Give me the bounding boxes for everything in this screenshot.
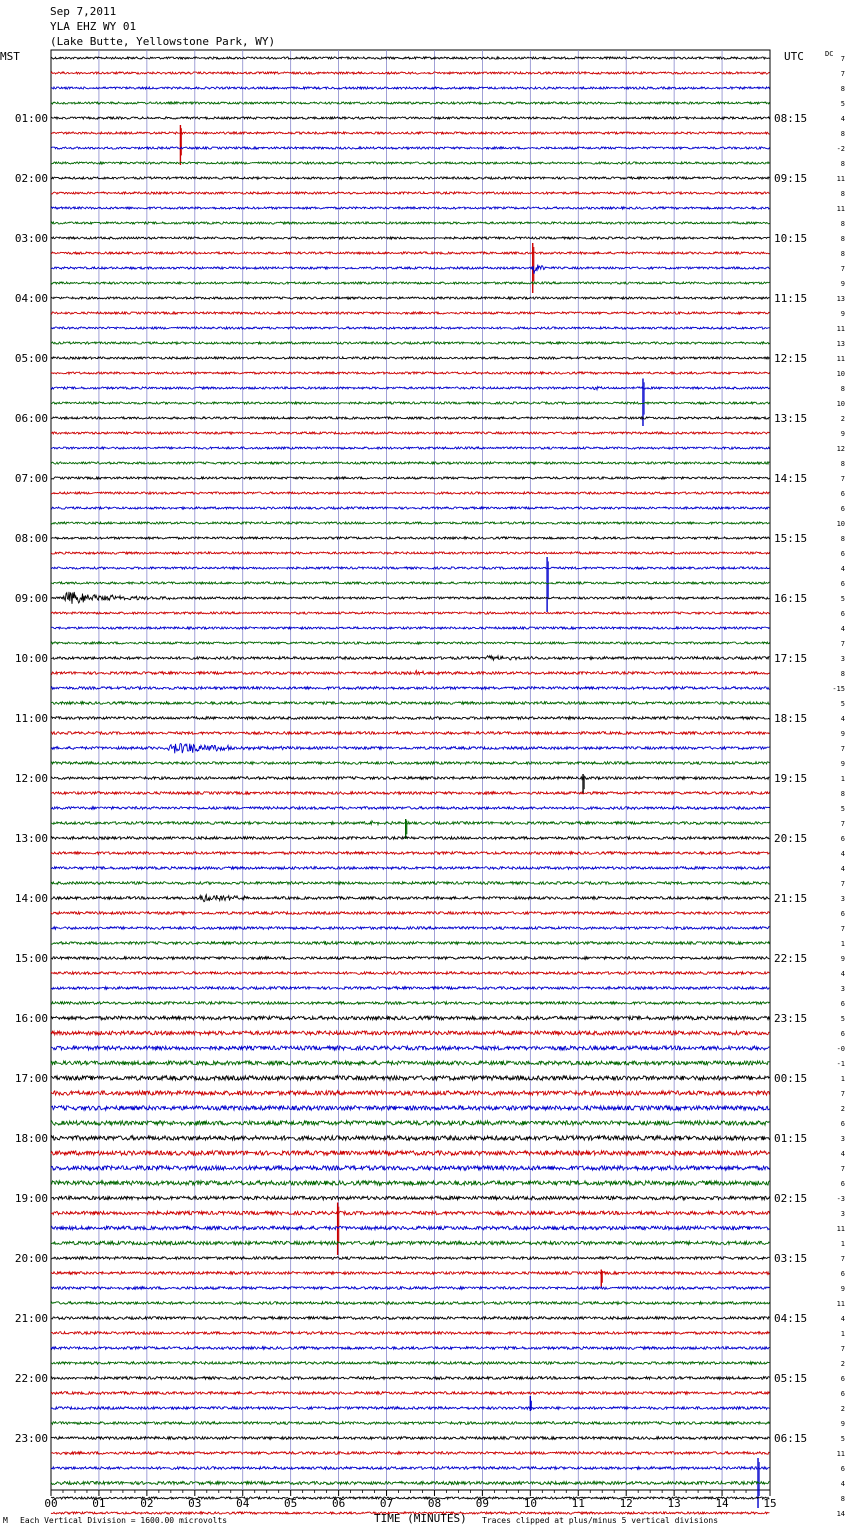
mst-hour-label: 14:00: [14, 892, 48, 905]
seismic-trace: [51, 1002, 770, 1005]
seismic-trace: [51, 895, 770, 902]
dc-offset-value: 9: [840, 955, 845, 963]
seismic-trace: [51, 1347, 770, 1350]
dc-offset-value: 13: [836, 295, 845, 303]
seismic-trace: [51, 792, 770, 795]
x-tick-label: 02: [140, 1497, 154, 1510]
dc-offset-value: 5: [840, 1015, 845, 1023]
seismic-trace: [51, 1031, 770, 1035]
mst-hour-label: 09:00: [14, 592, 48, 605]
mst-hour-label: 03:00: [14, 232, 48, 245]
seismic-trace: [51, 1076, 770, 1080]
dc-offset-value: 13: [836, 340, 845, 348]
dc-offset-value: -2: [836, 145, 845, 153]
dc-offset-value: 4: [840, 970, 845, 978]
seismic-trace: [51, 717, 770, 720]
seismic-trace: [51, 957, 770, 960]
dc-offset-value: 6: [840, 910, 845, 918]
dc-offset-value: 4: [840, 115, 845, 123]
dc-offset-value: 8: [840, 670, 845, 678]
utc-hour-label: 22:15: [774, 952, 808, 965]
seismic-trace: [51, 882, 770, 885]
seismic-trace: [51, 1121, 770, 1125]
seismic-trace: [51, 592, 770, 604]
dc-offset-value: 2: [840, 1360, 845, 1368]
seismic-trace: [51, 1151, 770, 1155]
dc-offset-value: 7: [840, 1090, 845, 1098]
mst-hour-label: 16:00: [14, 1012, 48, 1025]
mst-hour-label: 18:00: [14, 1132, 48, 1145]
dc-offset-value: 4: [840, 1480, 845, 1488]
dc-offset-value: 11: [836, 355, 845, 363]
dc-offset-value: 4: [840, 865, 845, 873]
dc-offset-value: 8: [840, 235, 845, 243]
seismic-trace: [51, 552, 770, 554]
dc-offset-value: 1: [840, 775, 845, 783]
seismic-trace: [51, 627, 770, 629]
dc-offset-value: 5: [840, 100, 845, 108]
dc-offset-value: -3: [836, 1195, 845, 1203]
seismic-trace: [51, 1287, 770, 1290]
dc-offset-value: 8: [840, 460, 845, 468]
dc-offset-value: 7: [840, 925, 845, 933]
x-tick-label: 05: [284, 1497, 298, 1510]
seismic-trace: [51, 1166, 770, 1170]
seismic-trace: [51, 207, 770, 209]
dc-offset-value: 3: [840, 655, 845, 663]
mst-hour-label: 04:00: [14, 292, 48, 305]
mst-hour-label: 23:00: [14, 1432, 48, 1445]
dc-offset-value: 3: [840, 1135, 845, 1143]
seismic-trace: [51, 612, 770, 614]
dc-offset-value: 3: [840, 895, 845, 903]
seismic-trace: [51, 417, 770, 419]
dc-offset-value: 7: [840, 820, 845, 828]
seismic-trace: [51, 507, 770, 509]
mst-hour-label: 12:00: [14, 772, 48, 785]
x-tick-label: 10: [523, 1497, 537, 1510]
utc-hour-label: 04:15: [774, 1312, 808, 1325]
mst-hour-label: 07:00: [14, 472, 48, 485]
dc-offset-value: 7: [840, 1165, 845, 1173]
seismic-trace: [51, 927, 770, 930]
label-layer: [0, 50, 845, 1518]
seismic-trace: [51, 477, 770, 479]
dc-offset-value: 11: [836, 175, 845, 183]
seismic-trace: [51, 57, 770, 59]
dc-offset-value: 6: [840, 1465, 845, 1473]
seismic-trace: [51, 1317, 770, 1320]
dc-offset-value: 11: [836, 325, 845, 333]
seismic-trace: [51, 1106, 770, 1110]
dc-offset-value: 4: [840, 715, 845, 723]
seismic-trace: [51, 72, 770, 74]
dc-offset-value: 6: [840, 1030, 845, 1038]
seismic-trace: [51, 743, 770, 753]
seismic-trace: [51, 821, 770, 825]
seismic-trace: [51, 102, 770, 104]
mst-hour-label: 10:00: [14, 652, 48, 665]
utc-hour-label: 09:15: [774, 172, 808, 185]
seismic-trace: [51, 972, 770, 975]
seismic-trace: [51, 941, 770, 945]
dc-offset-value: -1: [836, 1060, 845, 1068]
dc-offset-value: 9: [840, 730, 845, 738]
seismic-trace: [51, 1407, 770, 1410]
seismic-trace: [51, 1332, 770, 1335]
utc-hour-label: 21:15: [774, 892, 808, 905]
dc-offset-value: 12: [836, 445, 845, 453]
seismic-trace: [51, 1272, 770, 1275]
utc-hour-label: 14:15: [774, 472, 808, 485]
dc-offset-value: 1: [840, 1330, 845, 1338]
dc-offset-value: 9: [840, 310, 845, 318]
dc-offset-value: 8: [840, 1495, 845, 1503]
seismic-trace: [51, 1481, 770, 1484]
mst-hour-label: 06:00: [14, 412, 48, 425]
dc-offset-value: 11: [836, 1300, 845, 1308]
trace-layer: [51, 57, 770, 1514]
station-location: (Lake Butte, Yellowstone Park, WY): [50, 35, 276, 48]
seismic-trace: [51, 87, 770, 89]
seismic-trace: [51, 1422, 770, 1425]
utc-hour-label: 02:15: [774, 1192, 808, 1205]
x-tick-label: 00: [44, 1497, 58, 1510]
dc-offset-value: 4: [840, 565, 845, 573]
x-tick-label: 06: [331, 1497, 346, 1510]
mst-hour-label: 17:00: [14, 1072, 48, 1085]
dc-offset-value: -0: [836, 1045, 845, 1053]
seismic-trace: [51, 447, 770, 449]
dc-offset-value: 8: [840, 385, 845, 393]
mst-hour-label: 15:00: [14, 952, 48, 965]
seismic-trace: [51, 987, 770, 990]
utc-hour-label: 06:15: [774, 1432, 808, 1445]
utc-hour-label: 15:15: [774, 532, 808, 545]
seismic-trace: [51, 177, 770, 179]
x-tick-label: 09: [475, 1497, 490, 1510]
mst-hour-label: 21:00: [14, 1312, 48, 1325]
chart-date: Sep 7,2011: [50, 5, 117, 18]
seismic-trace: [51, 1196, 770, 1200]
seismic-trace: [51, 867, 770, 870]
x-tick-label: 04: [236, 1497, 250, 1510]
mst-hour-label: 20:00: [14, 1252, 48, 1265]
seismic-trace: [51, 537, 770, 539]
mst-hour-label: 01:00: [14, 112, 48, 125]
dc-offset-value: 6: [840, 1120, 845, 1128]
seismic-trace: [51, 1257, 770, 1260]
dc-offset-value: 6: [840, 610, 845, 618]
seismic-trace: [51, 762, 770, 765]
seismic-trace: [51, 327, 770, 329]
station-code: YLA EHZ WY 01: [50, 20, 137, 33]
seismic-trace: [51, 732, 770, 735]
utc-hour-label: 20:15: [774, 832, 808, 845]
seismic-trace: [51, 1226, 770, 1230]
utc-hour-label: 18:15: [774, 712, 808, 725]
dc-offset-value: 8: [840, 85, 845, 93]
seismic-trace: [51, 1016, 770, 1020]
dc-offset-value: 11: [836, 1225, 845, 1233]
dc-offset-value: 7: [840, 55, 845, 63]
seismic-trace: [51, 671, 770, 675]
seismic-trace: [51, 192, 770, 194]
seismic-trace: [51, 252, 770, 254]
dc-offset-value: 7: [840, 265, 845, 273]
utc-hour-label: 11:15: [774, 292, 808, 305]
seismic-trace: [51, 852, 770, 855]
seismic-trace: [51, 582, 770, 584]
dc-offset-value: 5: [840, 1435, 845, 1443]
x-tick-label: 07: [379, 1497, 394, 1510]
x-tick-label: 15: [763, 1497, 777, 1510]
seismic-trace: [51, 402, 770, 404]
dc-offset-value: 4: [840, 1150, 845, 1158]
seismic-trace: [51, 1046, 770, 1050]
utc-hour-label: 10:15: [774, 232, 808, 245]
utc-hour-label: 03:15: [774, 1252, 808, 1265]
seismic-trace: [51, 1061, 770, 1065]
x-tick-label: 08: [427, 1497, 442, 1510]
seismic-trace: [51, 1181, 770, 1185]
dc-offset-value: 11: [836, 205, 845, 213]
seismic-trace: [51, 777, 770, 780]
dc-offset-value: 9: [840, 760, 845, 768]
seismic-trace: [51, 372, 770, 374]
mst-hour-label: 19:00: [14, 1192, 48, 1205]
seismic-trace: [51, 132, 770, 134]
seismic-trace: [51, 1091, 770, 1095]
dc-offset-value: 7: [840, 1255, 845, 1263]
seismic-trace: [51, 1467, 770, 1470]
seismic-trace: [51, 1362, 770, 1365]
seismic-trace: [51, 387, 770, 390]
utc-hour-label: 00:15: [774, 1072, 808, 1085]
dc-offset-value: 8: [840, 790, 845, 798]
seismic-trace: [51, 162, 770, 164]
dc-offset-value: 3: [840, 985, 845, 993]
seismic-trace: [51, 237, 770, 239]
seismic-trace: [51, 837, 770, 840]
seismic-trace: [51, 642, 770, 644]
seismic-trace: [51, 357, 770, 359]
seismic-trace: [51, 1497, 770, 1499]
clip-note: Traces clipped at plus/minus 5 vertical divisions: [482, 1516, 719, 1525]
dc-offset-value: 8: [840, 190, 845, 198]
dc-offset-value: 7: [840, 880, 845, 888]
dc-offset-value: 5: [840, 595, 845, 603]
seismic-trace: [51, 912, 770, 915]
dc-offset-value: 4: [840, 1315, 845, 1323]
dc-offset-value: 8: [840, 250, 845, 258]
dc-offset-value: 10: [836, 370, 845, 378]
mst-hour-label: 11:00: [14, 712, 48, 725]
utc-hour-label: 05:15: [774, 1372, 808, 1385]
x-tick-label: 12: [619, 1497, 633, 1510]
seismic-trace: [51, 1241, 770, 1245]
utc-hour-label: 13:15: [774, 412, 808, 425]
utc-hour-label: 08:15: [774, 112, 808, 125]
dc-offset-value: 11: [836, 1450, 845, 1458]
seismic-trace: [51, 265, 770, 274]
seismic-trace: [51, 1437, 770, 1440]
seismic-trace: [51, 222, 770, 224]
seismic-trace: [51, 1377, 770, 1380]
utc-hour-label: 12:15: [774, 352, 808, 365]
dc-offset-value: 5: [840, 805, 845, 813]
utc-hour-label: 19:15: [774, 772, 808, 785]
mst-hour-label: 02:00: [14, 172, 48, 185]
seismic-trace: [51, 432, 770, 434]
dc-offset-value: -15: [832, 685, 845, 693]
seismic-trace: [51, 807, 770, 810]
dc-offset-value: 8: [840, 220, 845, 228]
dc-offset-value: 8: [840, 535, 845, 543]
dc-offset-value: 2: [840, 1405, 845, 1413]
utc-hour-label: 17:15: [774, 652, 808, 665]
seismic-trace: [51, 282, 770, 284]
x-tick-label: 03: [188, 1497, 202, 1510]
dc-offset-header: DC: [825, 50, 834, 58]
dc-offset-value: 14: [836, 1510, 845, 1518]
dc-offset-value: 9: [840, 280, 845, 288]
right-timezone-label: UTC: [784, 50, 804, 63]
dc-offset-value: 10: [836, 520, 845, 528]
x-tick-label: 13: [667, 1497, 681, 1510]
dc-offset-value: 9: [840, 430, 845, 438]
seismic-trace: [51, 1392, 770, 1395]
dc-offset-value: 5: [840, 700, 845, 708]
dc-offset-value: 4: [840, 850, 845, 858]
mst-hour-label: 13:00: [14, 832, 48, 845]
dc-offset-value: 8: [840, 130, 845, 138]
x-tick-label: 11: [571, 1497, 585, 1510]
dc-offset-value: 6: [840, 580, 845, 588]
seismic-trace: [51, 1211, 770, 1215]
scale-note: Each Vertical Division = 1600.00 microvolts: [20, 1516, 228, 1525]
dc-offset-value: 6: [840, 1000, 845, 1008]
dc-offset-value: 1: [840, 1240, 845, 1248]
seismic-trace: [51, 312, 770, 314]
dc-offset-value: 6: [840, 1390, 845, 1398]
seismic-trace: [51, 1452, 770, 1455]
seismic-trace: [51, 702, 770, 705]
dc-offset-value: 6: [840, 490, 845, 498]
dc-offset-value: 4: [840, 625, 845, 633]
seismic-trace: [51, 1136, 770, 1140]
x-axis-label: TIME (MINUTES): [374, 1512, 467, 1525]
dc-offset-value: 2: [840, 415, 845, 423]
x-tick-label: 01: [92, 1497, 106, 1510]
dc-offset-value: 3: [840, 1210, 845, 1218]
seismic-trace: [51, 492, 770, 494]
dc-offset-value: 9: [840, 1420, 845, 1428]
dc-offset-value: 6: [840, 505, 845, 513]
dc-offset-value: 6: [840, 1375, 845, 1383]
utc-hour-label: 23:15: [774, 1012, 808, 1025]
seismic-trace: [51, 1302, 770, 1305]
dc-offset-value: 7: [840, 640, 845, 648]
seismic-trace: [51, 342, 770, 344]
seismic-trace: [51, 522, 770, 524]
mst-hour-label: 08:00: [14, 532, 48, 545]
mst-hour-label: 05:00: [14, 352, 48, 365]
seismic-trace: [51, 297, 770, 299]
mst-hour-label: 22:00: [14, 1372, 48, 1385]
dc-offset-value: 7: [840, 1345, 845, 1353]
seismic-trace: [51, 462, 770, 464]
dc-offset-value: 6: [840, 550, 845, 558]
dc-offset-value: 6: [840, 1270, 845, 1278]
dc-offset-value: 1: [840, 940, 845, 948]
dc-offset-value: 2: [840, 1105, 845, 1113]
dc-offset-value: 7: [840, 745, 845, 753]
left-timezone-label: MST: [0, 50, 20, 63]
seismic-trace: [51, 687, 770, 690]
utc-hour-label: 16:15: [774, 592, 808, 605]
seismic-trace: [51, 656, 770, 660]
utc-hour-label: 01:15: [774, 1132, 808, 1145]
dc-offset-value: 6: [840, 1180, 845, 1188]
dc-offset-value: 10: [836, 400, 845, 408]
dc-offset-value: 9: [840, 1285, 845, 1293]
dc-offset-value: 7: [840, 475, 845, 483]
dc-offset-value: 1: [840, 1075, 845, 1083]
seismic-trace: [51, 567, 770, 569]
dc-offset-value: 8: [840, 160, 845, 168]
corner-mark: M: [3, 1516, 8, 1525]
dc-offset-value: 7: [840, 70, 845, 78]
seismic-trace: [51, 147, 770, 149]
seismic-trace: [51, 117, 770, 119]
x-tick-label: 14: [715, 1497, 729, 1510]
dc-offset-value: 6: [840, 835, 845, 843]
